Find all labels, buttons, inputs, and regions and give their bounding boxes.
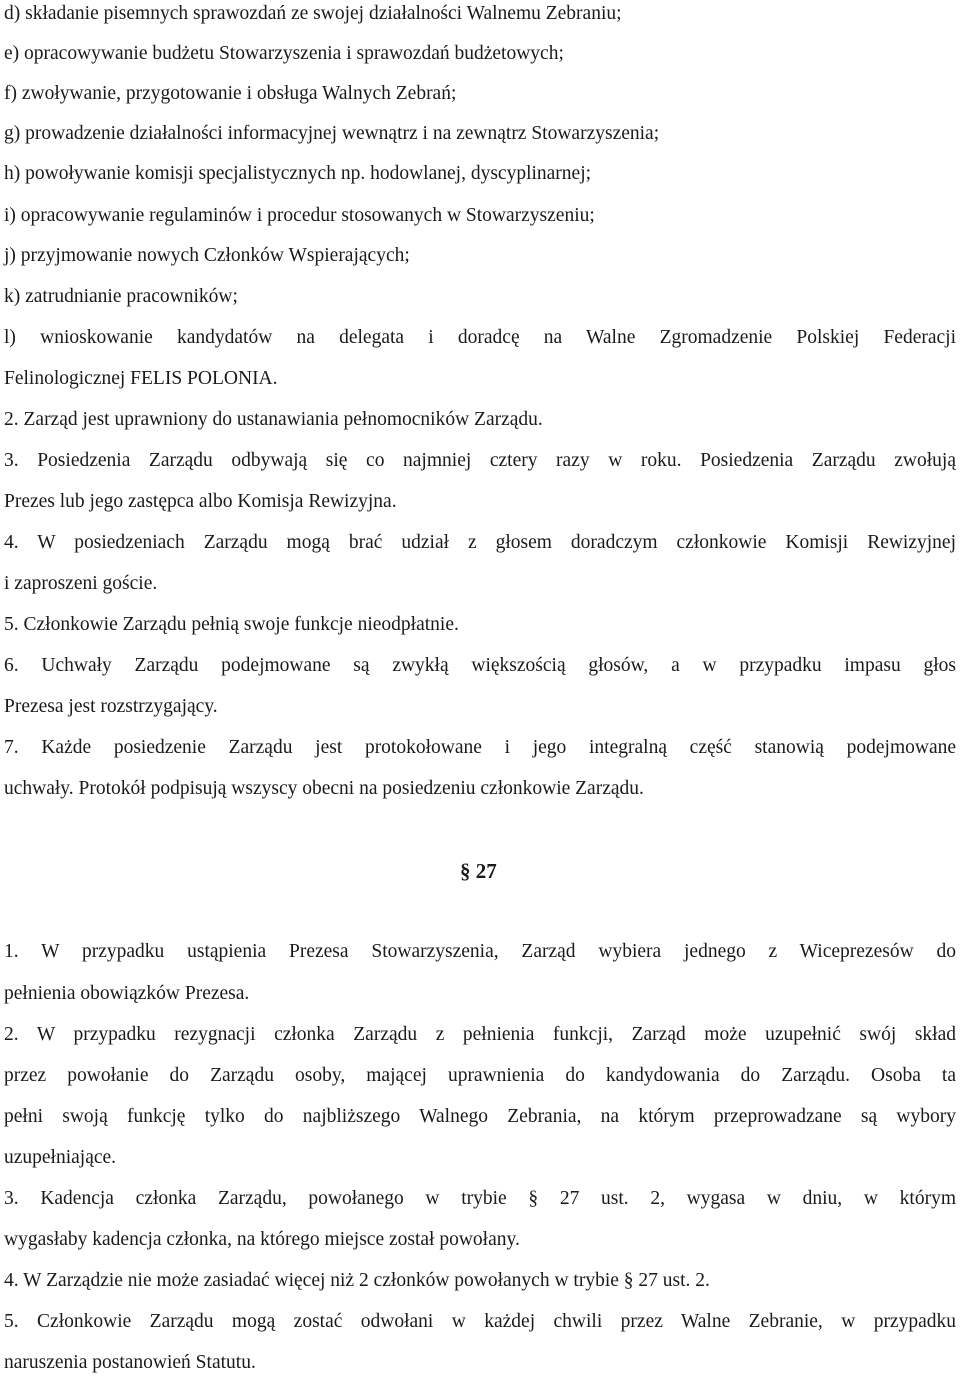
text-line: 2. W przypadku rezygnacji członka Zarządu z pełnienia funkcji, Zarząd może uzupełnić swój skład xyxy=(4,1024,956,1045)
text-line: 5. Członkowie Zarządu pełnią swoje funkcje nieodpłatnie. xyxy=(4,614,459,635)
text-line: Felinologicznej FELIS POLONIA. xyxy=(4,368,278,389)
text-line: 6. Uchwały Zarządu podejmowane są zwykłą większością głosów, a w przypadku impasu głos xyxy=(4,655,956,676)
text-line: 5. Członkowie Zarządu mogą zostać odwołani w każdej chwili przez Walne Zebranie, w przypadku xyxy=(4,1311,956,1332)
text-line: f) zwoływanie, przygotowanie i obsługa Walnych Zebrań; xyxy=(4,83,457,104)
text-line: pełni swoją funkcję tylko do najbliższego Walnego Zebrania, na którym przeprowadzane są wybory xyxy=(4,1106,956,1127)
text-line: 3. Posiedzenia Zarządu odbywają się co najmniej cztery razy w roku. Posiedzenia Zarządu zwołują xyxy=(4,450,956,471)
text-line: d) składanie pisemnych sprawozdań ze swojej działalności Walnemu Zebraniu; xyxy=(4,3,622,24)
text-line: 4. W posiedzeniach Zarządu mogą brać udział z głosem doradczym członkowie Komisji Rewizyjnej xyxy=(4,532,956,553)
text-line: 3. Kadencja członka Zarządu, powołanego w trybie § 27 ust. 2, wygasa w dniu, w którym xyxy=(4,1188,956,1209)
text-line: naruszenia postanowień Statutu. xyxy=(4,1352,256,1373)
section-heading: § 27 xyxy=(460,859,497,883)
text-line: wygasłaby kadencja członka, na którego miejsce został powołany. xyxy=(4,1229,520,1250)
text-line: przez powołanie do Zarządu osoby, mającej uprawnienia do kandydowania do Zarządu. Osoba ta xyxy=(4,1065,956,1086)
text-line: l) wnioskowanie kandydatów na delegata i doradcę na Walne Zgromadzenie Polskiej Federacji xyxy=(4,327,956,348)
text-line: i) opracowywanie regulaminów i procedur stosowanych w Stowarzyszeniu; xyxy=(4,205,595,226)
text-line: uchwały. Protokół podpisują wszyscy obecni na posiedzeniu członkowie Zarządu. xyxy=(4,778,644,799)
text-line: Prezes lub jego zastępca albo Komisja Rewizyjna. xyxy=(4,491,397,512)
text-line: k) zatrudnianie pracowników; xyxy=(4,286,238,307)
text-line: e) opracowywanie budżetu Stowarzyszenia i sprawozdań budżetowych; xyxy=(4,43,564,64)
text-line: Prezesa jest rozstrzygający. xyxy=(4,696,218,717)
text-line: uzupełniające. xyxy=(4,1147,117,1168)
text-line: 7. Każde posiedzenie Zarządu jest protokołowane i jego integralną część stanowią podejmowane xyxy=(4,737,956,758)
text-line: 4. W Zarządzie nie może zasiadać więcej niż 2 członków powołanych w trybie § 27 ust. 2. xyxy=(4,1270,710,1291)
text-line: h) powoływanie komisji specjalistycznych np. hodowlanej, dyscyplinarnej; xyxy=(4,163,592,184)
text-line: g) prowadzenie działalności informacyjnej wewnątrz i na zewnątrz Stowarzyszenia; xyxy=(4,123,660,144)
text-line: pełnienia obowiązków Prezesa. xyxy=(4,983,250,1004)
text-line: 2. Zarząd jest uprawniony do ustanawiania pełnomocników Zarządu. xyxy=(4,409,543,430)
text-line: i zaproszeni goście. xyxy=(4,573,158,594)
text-line: 1. W przypadku ustąpienia Prezesa Stowarzyszenia, Zarząd wybiera jednego z Wiceprezesów do xyxy=(4,941,956,962)
text-line: j) przyjmowanie nowych Członków Wspierających; xyxy=(4,245,410,266)
